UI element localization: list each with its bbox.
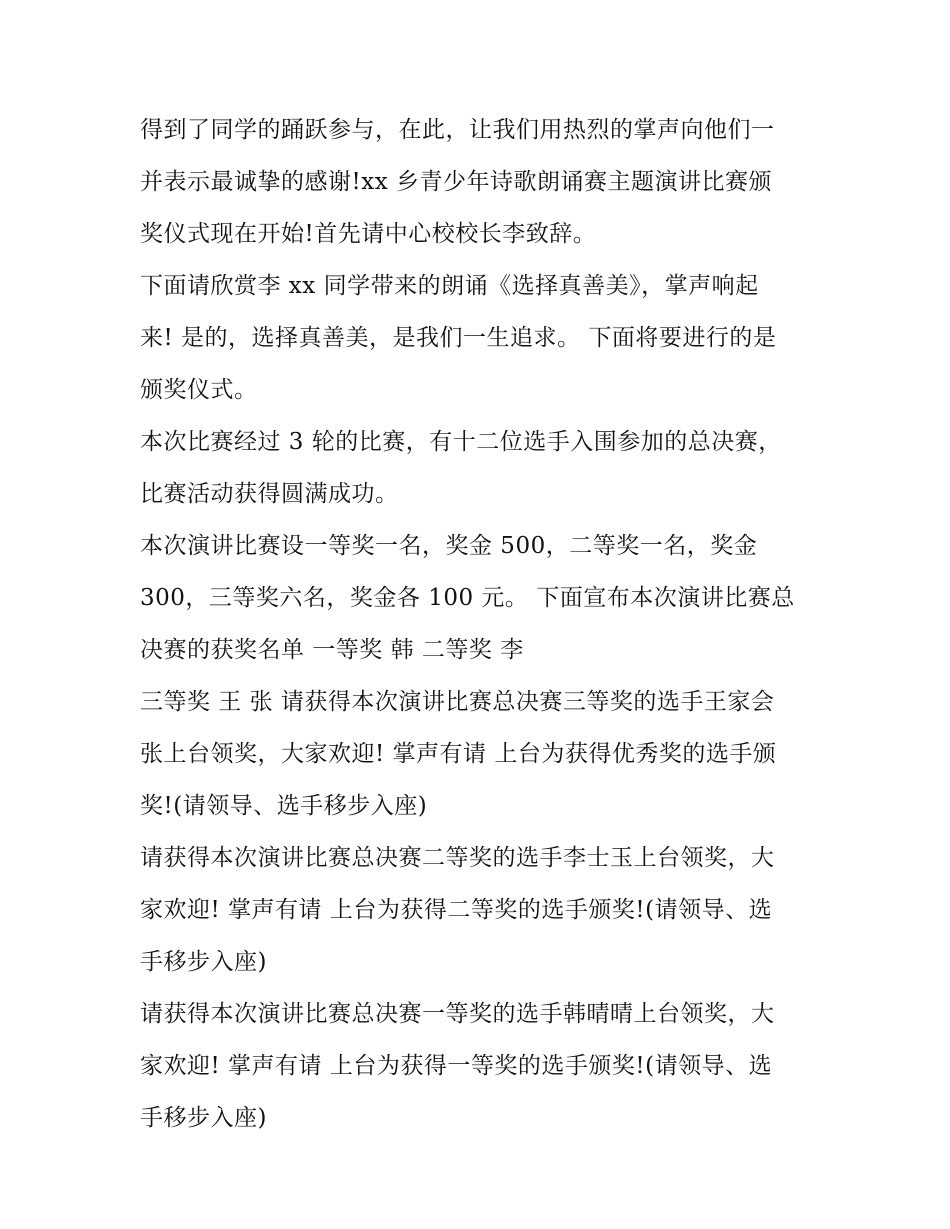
- document-body: [140, 104, 820, 1144]
- text-line: 张上台领奖，大家欢迎! 掌声有请 上台为获得优秀奖的选手颁: [140, 741, 777, 767]
- text-line: 请获得本次演讲比赛总决赛二等奖的选手李士玉上台领奖，大: [140, 845, 775, 871]
- text-line: 得到了同学的踊跃参与，在此，让我们用热烈的掌声向他们一: [140, 117, 775, 143]
- text-line: 三等奖 王 张 请获得本次演讲比赛总决赛三等奖的选手王家会: [140, 689, 775, 715]
- text-line: 并表示最诚挚的感谢!xx 乡青少年诗歌朗诵赛主题演讲比赛颁: [140, 169, 772, 195]
- text-line: 手移步入座): [140, 1105, 267, 1131]
- text-line: 比赛活动获得圆满成功。: [140, 481, 399, 507]
- text-line: 颁奖仪式。: [140, 377, 258, 403]
- text-line: 奖仪式现在开始!首先请中心校校长李致辞。: [140, 221, 597, 247]
- text-line: 请获得本次演讲比赛总决赛一等奖的选手韩晴晴上台领奖，大: [140, 1001, 775, 1027]
- text-line: 奖!(请领导、选手移步入座): [140, 793, 428, 819]
- text-line: 家欢迎! 掌声有请 上台为获得二等奖的选手颁奖!(请领导、选: [140, 897, 773, 923]
- text-line: 300，三等奖六名，奖金各 100 元。 下面宣布本次演讲比赛总: [140, 585, 795, 611]
- text-line: 家欢迎! 掌声有请 上台为获得一等奖的选手颁奖!(请领导、选: [140, 1053, 773, 1079]
- text-line: 手移步入座): [140, 949, 267, 975]
- text-line: 本次演讲比赛设一等奖一名，奖金 500，二等奖一名，奖金: [140, 533, 758, 559]
- text-line: 决赛的获奖名单 一等奖 韩 二等奖 李: [140, 637, 524, 663]
- text-line: 下面请欣赏李 xx 同学带来的朗诵《选择真善美》，掌声响起: [140, 273, 759, 299]
- text-line: 来! 是的，选择真善美，是我们一生追求。 下面将要进行的是: [140, 325, 777, 351]
- text-line: 本次比赛经过 3 轮的比赛，有十二位选手入围参加的总决赛，: [140, 429, 782, 455]
